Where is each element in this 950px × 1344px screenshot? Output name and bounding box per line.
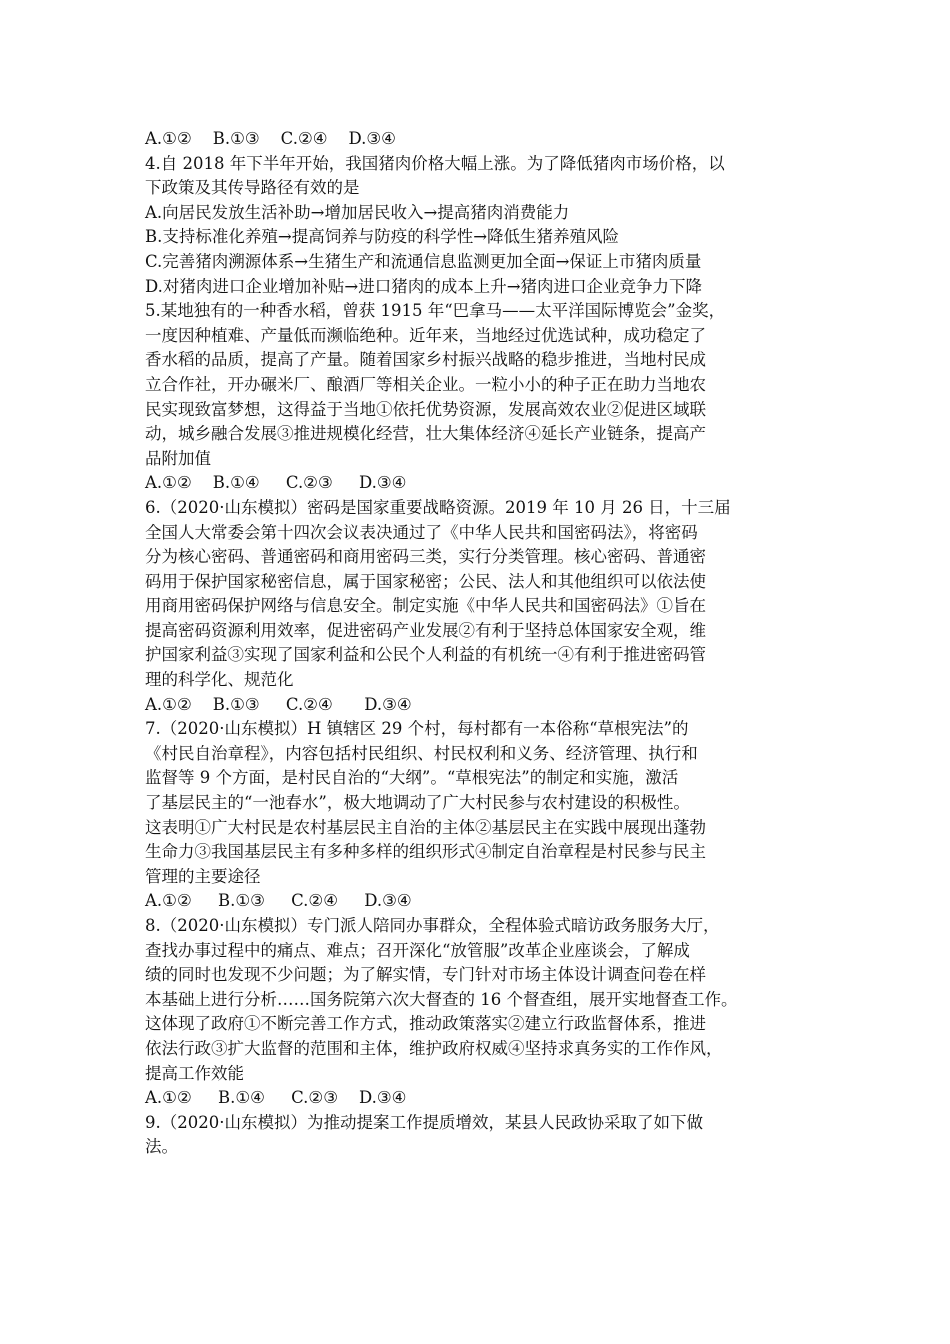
text-line: 这体现了政府①不断完善工作方式，推动政策落实②建立行政监督体系，推进 bbox=[145, 1014, 706, 1034]
text-line: 依法行政③扩大监督的范围和主体，维护政府权威④坚持求真务实的工作作风， bbox=[145, 1038, 723, 1058]
text-line: 提高工作效能 bbox=[145, 1063, 244, 1083]
text-line: 4.自 2018 年下半年开始，我国猪肉价格大幅上涨。为了降低猪肉市场价格，以 bbox=[145, 153, 725, 173]
text-line: 法。 bbox=[145, 1137, 178, 1157]
text-line: 查找办事过程中的痛点、难点；召开深化“放管服”改革企业座谈会，了解成 bbox=[145, 940, 690, 960]
text-line: A.①② B.①④ C.②③ D.③④ bbox=[145, 473, 407, 493]
text-line: 品附加值 bbox=[145, 448, 211, 468]
text-line: 分为核心密码、普通密码和商用密码三类，实行分类管理。核心密码、普通密 bbox=[145, 547, 706, 567]
text-line: 监督等 9 个方面，是村民自治的“大纲”。“草根宪法”的制定和实施，激活 bbox=[145, 768, 679, 788]
text-line: B.支持标准化养殖→提高饲养与防疫的科学性→降低生猪养殖风险 bbox=[145, 227, 620, 247]
text-line: 一度因种植难、产量低而濒临绝种。近年来，当地经过优选试种，成功稳定了 bbox=[145, 325, 706, 345]
text-line: 香水稻的品质，提高了产量。随着国家乡村振兴战略的稳步推进，当地村民成 bbox=[145, 350, 706, 370]
text-line: 绩的同时也发现不少问题；为了解实情，专门针对市场主体设计调查问卷在样 bbox=[145, 965, 706, 985]
text-line: 生命力③我国基层民主有多种多样的组织形式④制定自治章程是村民参与民主 bbox=[145, 842, 706, 862]
text-line: 全国人大常委会第十四次会议表决通过了《中华人民共和国密码法》，将密码 bbox=[145, 522, 698, 542]
text-line: 《村民自治章程》，内容包括村民组织、村民权利和义务、经济管理、执行和 bbox=[145, 743, 698, 763]
text-line: 6.（2020·山东模拟）密码是国家重要战略资源。2019 年 10 月 26 日，十三届 bbox=[145, 497, 731, 517]
text-line: 立合作社，开办碾米厂、酿酒厂等相关企业。一粒小小的种子正在助力当地农 bbox=[145, 374, 706, 394]
text-line: 提高密码资源利用效率，促进密码产业发展②有利于坚持总体国家安全观，维 bbox=[145, 620, 706, 640]
text-line: 下政策及其传导路径有效的是 bbox=[145, 178, 360, 198]
text-line: 管理的主要途径 bbox=[145, 866, 261, 886]
text-line: A.①② B.①③ C.②④ D.③④ bbox=[145, 891, 412, 911]
text-line: A.向居民发放生活补助→增加居民收入→提高猪肉消费能力 bbox=[145, 202, 570, 222]
text-line: 动，城乡融合发展③推进规模化经营，壮大集体经济④延长产业链条，提高产 bbox=[145, 424, 706, 444]
text-line: 民实现致富梦想，这得益于当地①依托优势资源，发展高效农业②促进区域联 bbox=[145, 399, 706, 419]
document-page bbox=[145, 127, 825, 1160]
text-line: C.完善猪肉溯源体系→生猪生产和流通信息监测更加全面→保证上市猪肉质量 bbox=[145, 251, 702, 271]
text-line: 这表明①广大村民是农村基层民主自治的主体②基层民主在实践中展现出蓬勃 bbox=[145, 817, 706, 837]
text-line: A.①② B.①③ C.②④ D.③④ bbox=[145, 694, 412, 714]
text-line: A.①② B.①③ C.②④ D.③④ bbox=[145, 129, 396, 148]
text-line: 9.（2020·山东模拟）为推动提案工作提质增效，某县人民政协采取了如下做 bbox=[145, 1112, 703, 1132]
text-line: 护国家利益③实现了国家利益和公民个人利益的有机统一④有利于推进密码管 bbox=[145, 645, 706, 665]
text-line: 用商用密码保护网络与信息安全。制定实施《中华人民共和国密码法》①旨在 bbox=[145, 596, 706, 616]
text-line: A.①② B.①④ C.②③ D.③④ bbox=[145, 1088, 407, 1108]
text-line: 码用于保护国家秘密信息，属于国家秘密；公民、法人和其他组织可以依法使 bbox=[145, 571, 706, 591]
text-line: 5.某地独有的一种香水稻，曾获 1915 年“巴拿马——太平洋国际博览会”金奖， bbox=[145, 301, 726, 321]
text-line: 理的科学化、规范化 bbox=[145, 670, 294, 690]
text-line: D.对猪肉进口企业增加补贴→进口猪肉的成本上升→猪肉进口企业竞争力下降 bbox=[145, 276, 703, 296]
text-line: 了基层民主的“一池春水”，极大地调动了广大村民参与农村建设的积极性。 bbox=[145, 793, 690, 813]
text-line: 8.（2020·山东模拟）专门派人陪同办事群众，全程体验式暗访政务服务大厅， bbox=[145, 916, 720, 935]
text-line: 本基础上进行分析……国务院第六次大督查的 16 个督查组，展开实地督查工作。 bbox=[145, 989, 738, 1009]
text-line: 7.（2020·山东模拟）H 镇辖区 29 个村，每村都有一本俗称“草根宪法”的 bbox=[145, 719, 689, 739]
